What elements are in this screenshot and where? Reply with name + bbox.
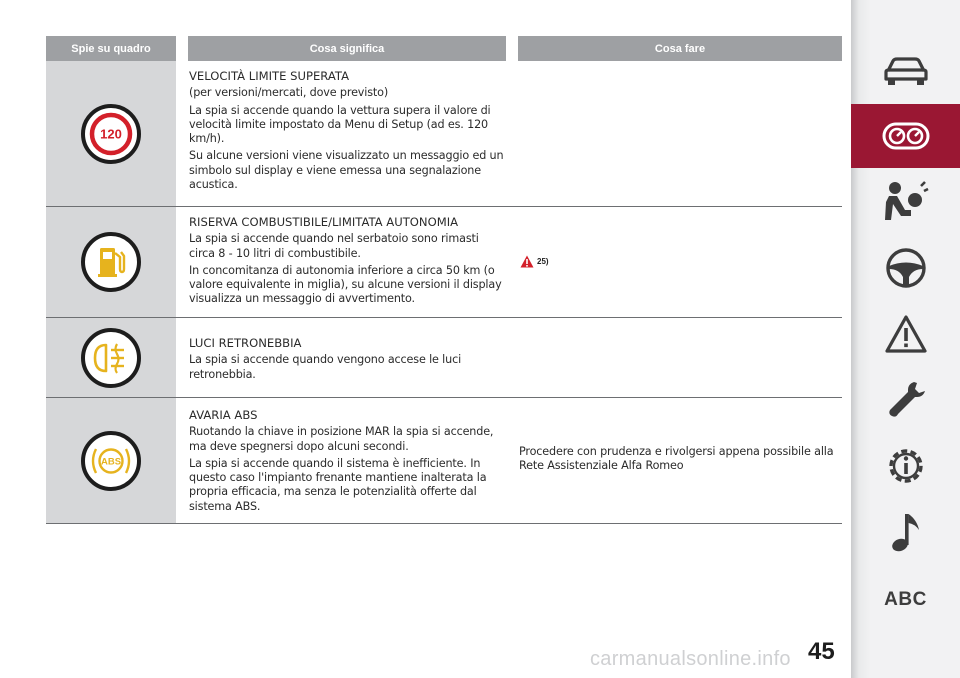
nav-index-label: ABC [884, 589, 927, 610]
page-number: 45 [808, 638, 835, 665]
row-paragraph: In concomitanza di autonomia inferiore a circa 50 km (o valore equivalente in miglia), su alcune versioni il display visualizza un messaggio di avvertimento. [189, 263, 502, 306]
icon-cell [46, 318, 176, 397]
info-gear-icon [884, 444, 928, 488]
row-paragraph: (per versioni/mercati, dove previsto) [189, 86, 389, 100]
nav-safety[interactable] [851, 170, 960, 234]
steering-wheel-icon [885, 247, 927, 289]
table-header [46, 36, 842, 61]
row-paragraph: Ruotando la chiave in posizione MAR la spia si accende, ma deve spegnersi dopo alcuni secondi. [189, 425, 494, 453]
watermark: carmanualsonline.info [590, 648, 791, 670]
row-paragraph: La spia si accende quando la vettura supera il valore di velocità limite impostato da Menu di Setup (ad es. 120 km/h). [189, 103, 491, 146]
warning-triangle-icon [884, 314, 928, 354]
row-paragraph: La spia si accende quando vengono accese le luci retronebbia. [189, 353, 462, 381]
nav-technical-data[interactable] [851, 434, 960, 498]
meaning-cell [189, 69, 507, 195]
speed-limit-120-icon [81, 104, 141, 164]
rear-fog-light-icon [81, 328, 141, 388]
icon-cell [46, 398, 176, 523]
nav-dashboard[interactable] [851, 104, 960, 168]
warning-reference-number: 25) [537, 257, 549, 266]
row-title: AVARIA ABS [189, 408, 258, 422]
nav-emergency[interactable] [851, 302, 960, 366]
row-paragraph: Su alcune versioni viene visualizzato un messaggio ed un simbolo sul display e viene emessa una segnalazione acustica. [189, 149, 504, 192]
wrench-icon [884, 378, 928, 422]
car-icon [882, 53, 930, 87]
row-paragraph: La spia si accende quando il sistema è inefficiente. In questo caso l'impianto frenante mantiene inalterata la propria efficacia, ma senza le potenzialità offerte dal sistema ABS. [189, 456, 487, 513]
header-cosa-significa: Cosa significa [188, 36, 506, 61]
nav-multimedia[interactable] [851, 500, 960, 564]
nav-starting-driving[interactable] [851, 236, 960, 300]
meaning-cell [189, 336, 507, 385]
action-cell: Procedere con prudenza e rivolgersi appena possibile alla Rete Assistenziale Alfa Romeo [519, 445, 834, 473]
abs-label: ABS [100, 456, 122, 467]
row-title: RISERVA COMBUSTIBILE/LIMITATA AUTONOMIA [189, 215, 459, 229]
warning-triangle-icon [520, 255, 534, 268]
row-title: VELOCITÀ LIMITE SUPERATA [189, 69, 350, 83]
dashboard-gauges-icon [882, 121, 930, 151]
music-note-icon [889, 510, 923, 554]
header-spie: Spie su quadro [46, 36, 176, 61]
abs-icon [81, 431, 141, 491]
meaning-cell [189, 215, 507, 310]
warning-reference[interactable] [520, 255, 549, 268]
icon-cell [46, 207, 176, 317]
row-paragraph: La spia si accende quando nel serbatoio sono rimasti circa 8 - 10 litri di combustibile. [189, 232, 479, 260]
chapter-sidebar [851, 0, 960, 678]
nav-index[interactable] [851, 568, 960, 632]
fuel-pump-icon [81, 232, 141, 292]
meaning-cell [189, 408, 507, 517]
table-row [46, 61, 842, 207]
speed-limit-value: 120 [100, 126, 122, 141]
table-row [46, 318, 842, 398]
warning-lights-table [46, 36, 842, 513]
table-row [46, 207, 842, 318]
nav-car[interactable] [851, 38, 960, 102]
nav-maintenance[interactable] [851, 368, 960, 432]
icon-cell [46, 61, 176, 206]
airbag-passenger-icon [883, 180, 929, 224]
header-cosa-fare: Cosa fare [518, 36, 842, 61]
table-row [46, 398, 842, 524]
row-title: LUCI RETRONEBBIA [189, 336, 302, 350]
